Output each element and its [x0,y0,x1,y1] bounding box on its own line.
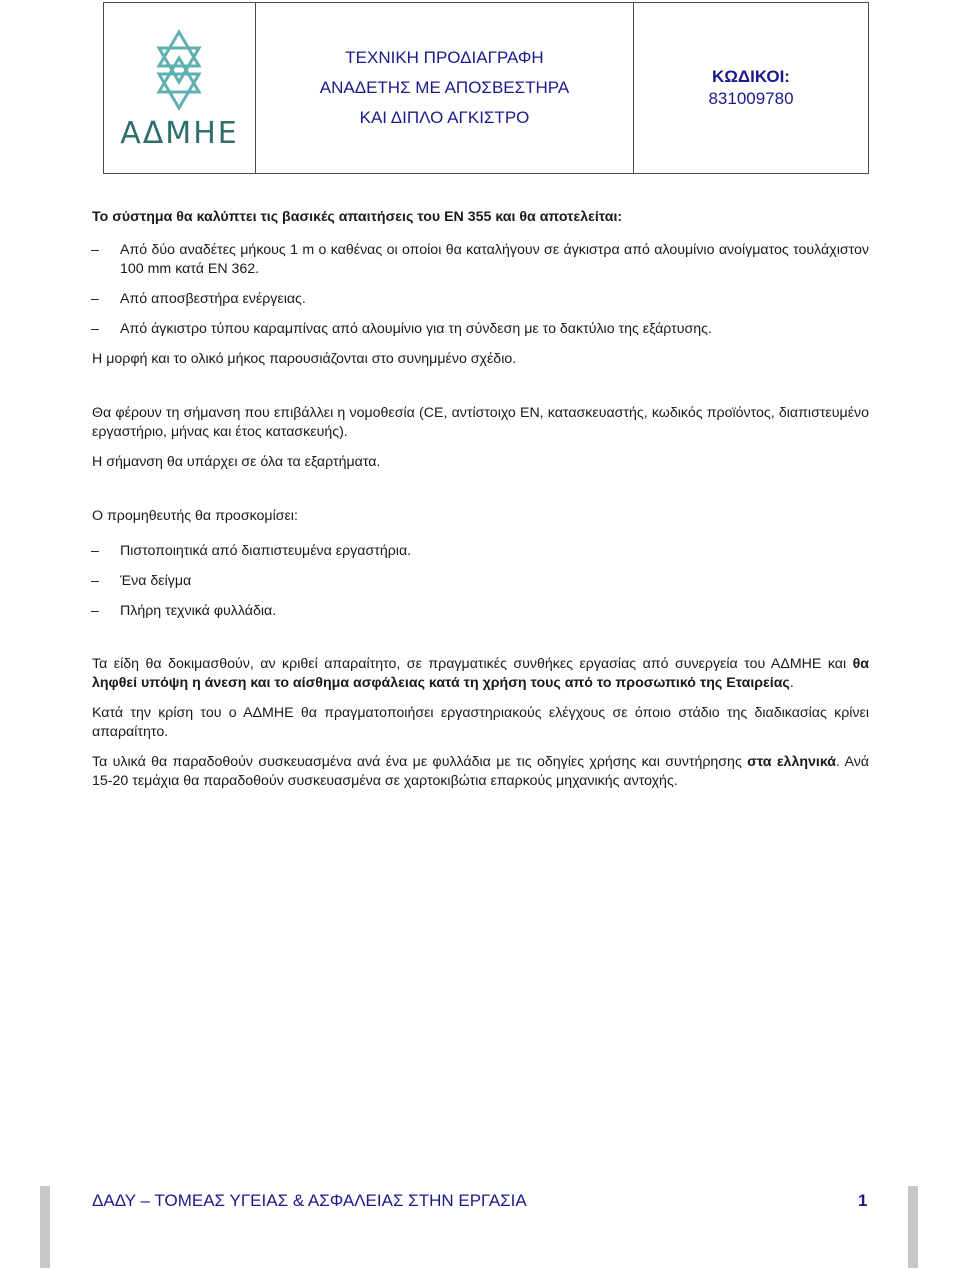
title-line-2: ΑΝΑΔΕΤΗΣ ΜΕ ΑΠΟΣΒΕΣΤΗΡΑ [319,78,570,97]
dash-bullet: – [91,321,99,337]
list-item: – Ένα δείγμα [91,573,192,589]
code-cell [634,3,868,173]
logo-text: ΑΔΜΗΕ [120,115,239,151]
title-line-1: ΤΕΧΝΙΚΗ ΠΡΟΔΙΑΓΡΑΦΗ [345,48,544,67]
company-logo [120,26,238,151]
lead-paragraph: Το σύστημα θα καλύπτει τις βασικές απαιτήσεις του EN 355 και θα αποτελείται: [92,209,623,225]
list-item: – Από άγκιστρο τύπου καραμπίνας από αλουμίνιο για τη σύνδεση με το δακτύλιο της εξάρτυσης. [91,321,712,337]
list-item: – Από δύο αναδέτες μήκους 1 m ο καθένας οι οποίοι θα καταλήγουν σε άγκιστρα από αλουμίνιο ανοίγματος τουλάχιστον 100 mm κατά ΕΝ 362. [91,242,869,277]
logo-triangles-icon [134,26,224,114]
code-value: 831009780 [708,89,794,108]
list-item: – Πιστοποιητικά από διαπιστευμένα εργαστήρια. [91,543,412,559]
marking-paragraph: Θα φέρουν τη σήμανση που επιβάλλει η νομοθεσία (CE, αντίστοιχο EN, κατασκευαστής, κωδικός προϊόντος, διαπιστευμένο εργαστήριο, μήνας και έτος κατασκευής). [92,405,869,440]
dash-bullet: – [91,242,99,258]
page-number: 1 [858,1191,868,1210]
shape-note: Η μορφή και το ολικό μήκος παρουσιάζονται στο συνημμένο σχέδιο. [92,351,517,367]
code-label: ΚΩΔΙΚΟΙ: [712,67,790,86]
supplier-paragraph: Ο προμηθευτής θα προσκομίσει: [92,508,298,524]
document-title [256,3,634,173]
footer-right-bar [908,1186,918,1268]
lab-paragraph: Κατά την κρίση του ο ΑΔΜΗΕ θα πραγματοποιήσει εργαστηριακούς ελέγχους σε όποιο στάδιο της διαδικασίας κρίνει απαραίτητο. [92,705,869,740]
list-item: – Από αποσβεστήρα ενέργειας. [91,291,306,307]
title-line-3: ΚΑΙ ΔΙΠΛΟ ΑΓΚΙΣΤΡΟ [359,108,530,127]
footer-text: ΔΑΔΥ – ΤΟΜΕΑΣ ΥΓΕΙΑΣ & ΑΣΦΑΛΕΙΑΣ ΣΤΗΝ ΕΡΓΑΣΙΑ [92,1191,527,1210]
document-header [103,2,869,174]
logo-cell [104,3,256,173]
marking-all-paragraph: Η σήμανση θα υπάρχει σε όλα τα εξαρτήματα. [92,454,381,470]
dash-bullet: – [91,573,99,589]
dash-bullet: – [91,603,99,619]
dash-bullet: – [91,543,99,559]
document-footer [40,1186,910,1218]
packing-paragraph: Τα υλικά θα παραδοθούν συσκευασμένα ανά ένα με φυλλάδια με τις οδηγίες χρήσης και συντήρησης στα ελληνικά. Ανά 15-20 τεμάχια θα παραδοθούν συσκευασμένα σε χαρτοκιβώτια επαρκούς μηχανικής αντοχής. [92,754,869,789]
testing-paragraph: Τα είδη θα δοκιμασθούν, αν κριθεί απαραίτητο, σε πραγματικές συνθήκες εργασίας από συνεργεία του ΑΔΜΗΕ και θα ληφθεί υπόψη η άνεση και το αίσθημα ασφάλειας κατά τη χρήση τους από το προσωπικό της Εταιρείας. [92,656,869,691]
list-item: – Πλήρη τεχνικά φυλλάδια. [91,603,277,619]
footer-left-bar [40,1186,50,1268]
document-body [92,208,869,791]
dash-bullet: – [91,291,99,307]
